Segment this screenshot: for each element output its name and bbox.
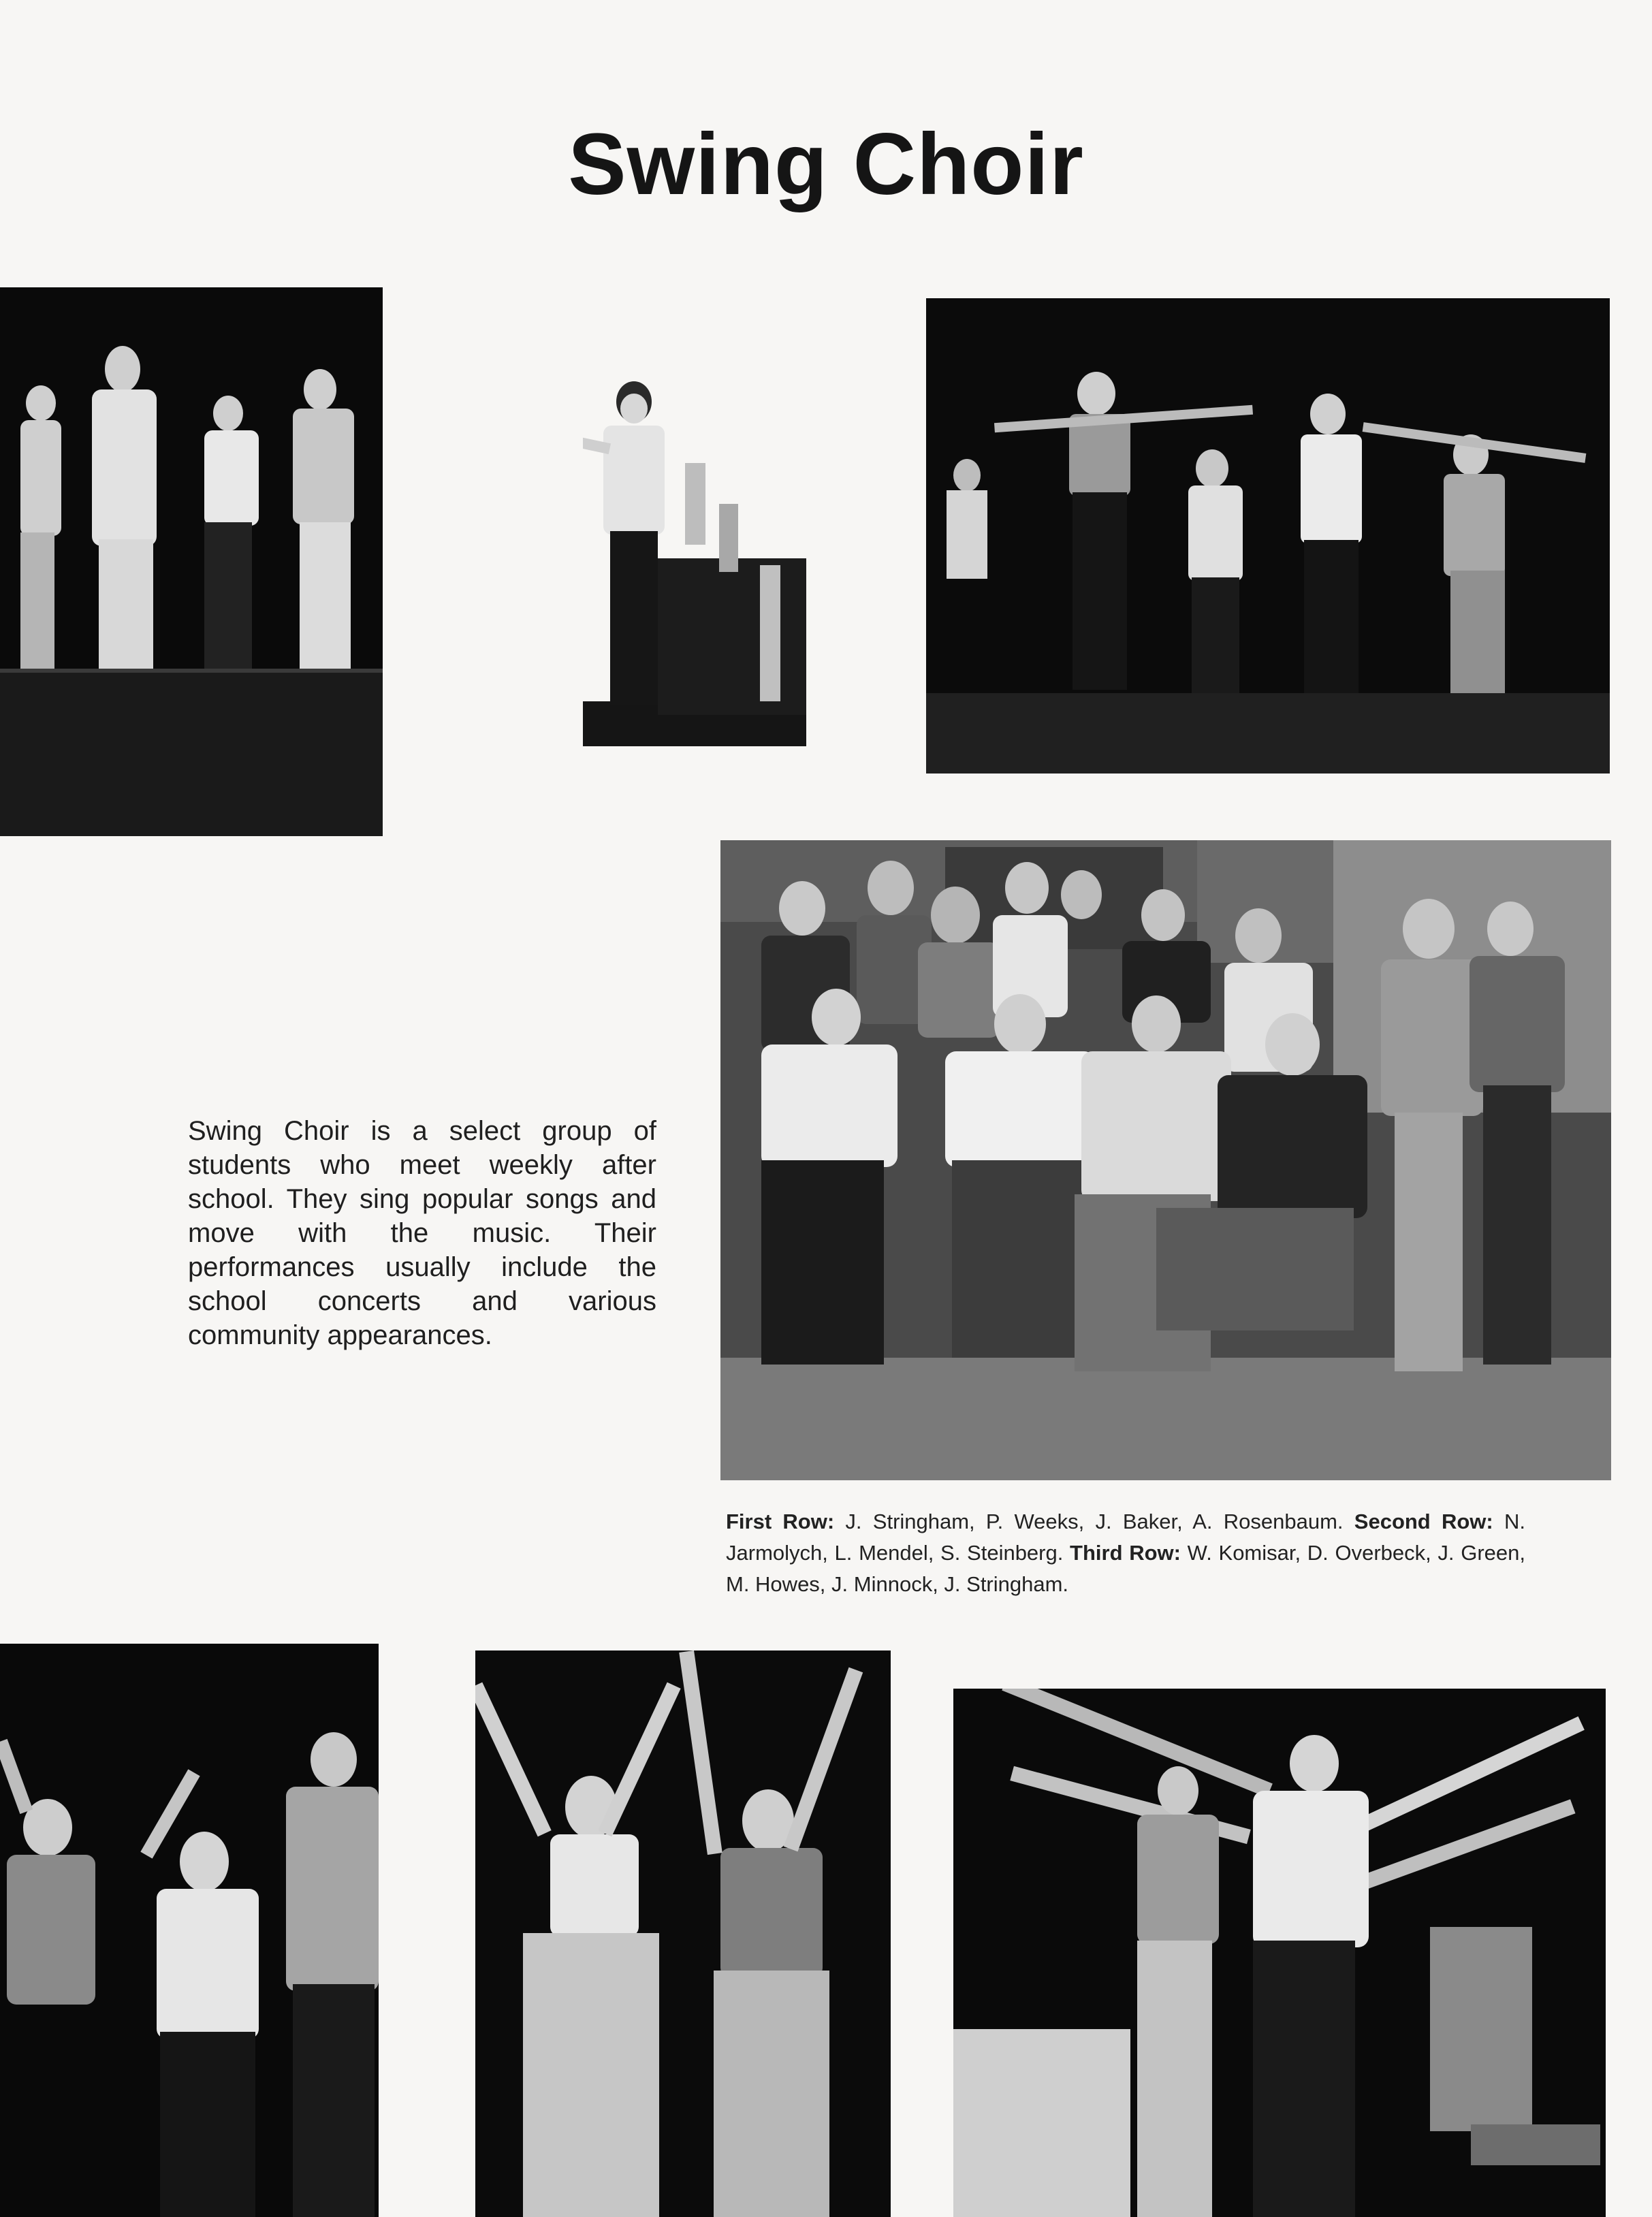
caption-second-row-label: Second Row:	[1354, 1510, 1493, 1533]
caption-third-row-label: Third Row:	[1070, 1541, 1181, 1565]
photo-stage-soloist	[583, 381, 806, 746]
photo-pointing-dancers	[953, 1689, 1606, 2217]
caption-first-row-names: J. Stringham, P. Weeks, J. Baker, A. Rosenbaum.	[834, 1510, 1354, 1533]
page-title: Swing Choir	[568, 116, 1084, 213]
description-paragraph: Swing Choir is a select group of students who meet weekly after school. They sing popular songs and move with the music. Their performances usually include the school concerts and various community appearances.	[188, 1116, 656, 1350]
caption-second-row-names: N. Jarmolych, L. Mendel, S. Steinberg.	[726, 1510, 1525, 1565]
photo-singers-arms-raised	[0, 1644, 379, 2217]
photo-two-singers-arms-up	[475, 1650, 891, 2217]
photo-stage-group-left	[0, 287, 383, 836]
caption-first-row-label: First Row:	[726, 1510, 835, 1533]
caption-third-row-names: W. Komisar, D. Overbeck, J. Green, M. Howes, J. Minnock, J. Stringham.	[726, 1541, 1526, 1596]
photo-stage-dance-line	[926, 298, 1610, 773]
photo-caption	[726, 1506, 1525, 1600]
photo-group-portrait	[720, 840, 1611, 1480]
